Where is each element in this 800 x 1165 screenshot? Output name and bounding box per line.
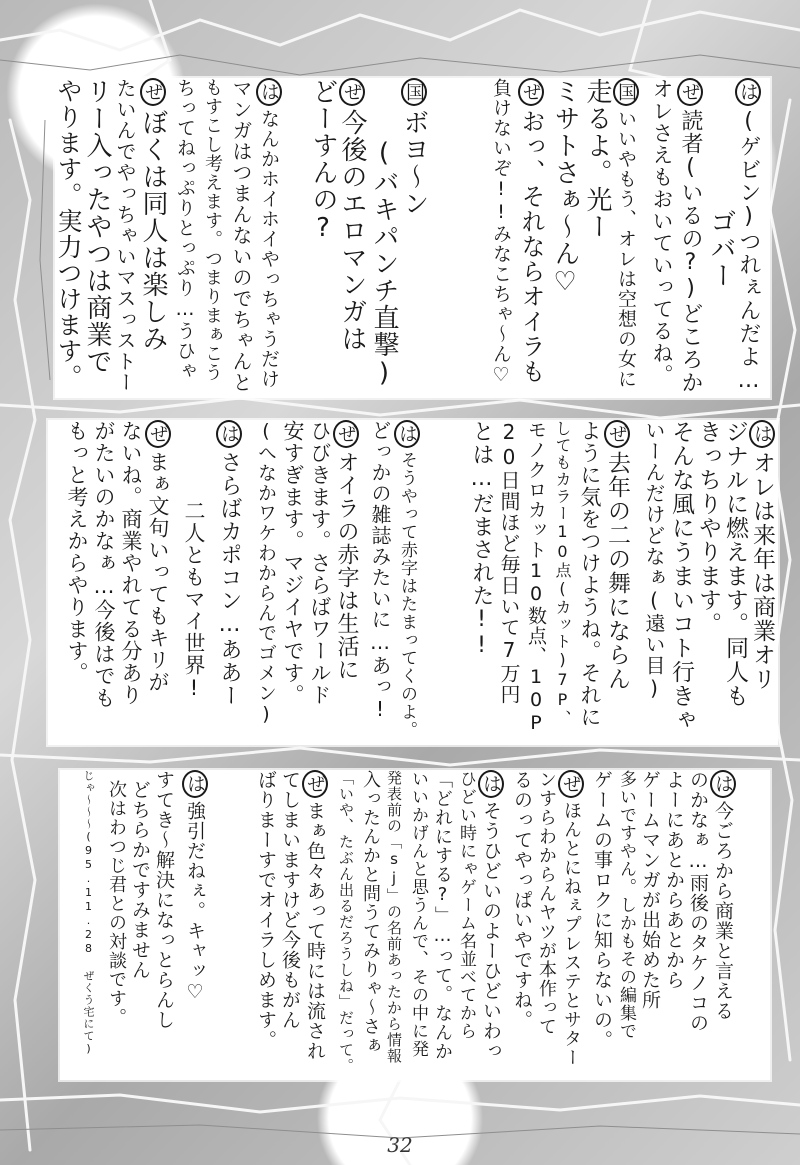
dialogue-text: のかなぁ…雨後のタケノコの: [687, 770, 709, 1033]
dialogue-line: [199, 78, 226, 382]
dialogue-text: (ゲビン)つれぇんだよ…: [736, 109, 761, 394]
speaker-mark: は: [478, 770, 504, 798]
dialogue-line: [603, 420, 630, 691]
speaker-mark: は: [735, 78, 761, 106]
dialogue-line: [612, 78, 639, 389]
dialogue-line: [400, 78, 427, 217]
dialogue-line: [306, 420, 333, 706]
dialogue-line: [468, 420, 495, 659]
dialogue-text: もすこし考えます。つまりまぁこう: [202, 78, 223, 382]
dialogue-text: ほんとにねぇプレステとサター: [561, 801, 582, 1067]
dialogue-line: [152, 770, 176, 1030]
dialogue-line: [583, 78, 610, 240]
speaker-mark: ぜ: [333, 420, 359, 448]
dialogue-line: [104, 780, 128, 1027]
dialogue-text: リー入ったやつは商業で: [82, 78, 112, 375]
dialogue-text: ように気をつけようね。それに: [578, 420, 602, 728]
dialogue-line: [522, 420, 549, 735]
dialogue-line: [90, 420, 117, 709]
dialogue-text: てしまいますけど今後もがん: [279, 770, 301, 1030]
dialogue-line: [252, 420, 279, 726]
dialogue-text: がたいのかなぁ…今後はでも: [92, 420, 116, 709]
dialogue-text: やります。実力つけます。: [54, 78, 83, 390]
speaker-mark: 国: [401, 78, 427, 106]
dialogue-line: [590, 770, 614, 1050]
speaker-mark: は: [182, 770, 208, 798]
dialogue-line: [478, 770, 504, 1061]
dialogue-text: まぁ文句いってもキリが: [146, 451, 170, 693]
dialogue-text: ボヨ〜ン: [399, 109, 429, 217]
dialogue-line: [180, 500, 207, 701]
dialogue-line: [686, 770, 710, 1033]
dialogue-line: [83, 78, 110, 375]
dialogue-text: いいかげんと思うんで、その中に発: [408, 770, 428, 1058]
dialogue-text: モノクロカット10数点、10P: [525, 420, 547, 735]
dialogue-text: そうひどいのよーひどいわっ: [480, 801, 502, 1061]
dialogue-line: [55, 78, 82, 390]
dialogue-line: [393, 420, 420, 739]
dialogue-text: 二人ともマイ世界!: [182, 500, 206, 701]
dialogue-line: [144, 420, 171, 693]
dialogue-text: ジナルに燃えます。同人も: [722, 420, 748, 708]
speaker-mark: ぜ: [558, 770, 584, 798]
dialogue-text: 20日間ほど毎日いて7万円: [497, 420, 521, 705]
dialogue-line: [517, 78, 544, 384]
dialogue-text: どーすんの?: [308, 78, 338, 244]
dialogue-text: ないね。商業やれてる分あり: [119, 420, 143, 706]
dialogue-text: 発表前の「sj」の名前あったから情報: [385, 770, 403, 1064]
dialogue-text: ばりまーすでオイラしめます。: [255, 770, 277, 1050]
dialogue-text: ぼくは同人は楽しみ: [138, 109, 168, 352]
dialogue-line: [254, 770, 278, 1050]
dialogue-line: [117, 420, 144, 706]
speaker-mark: 国: [613, 78, 639, 106]
dialogue-line: [495, 420, 522, 705]
dialogue-line: [171, 78, 198, 381]
dialogue-line: [366, 420, 393, 722]
dialogue-text: まぁ色々あって時には流され: [304, 801, 326, 1061]
dialogue-text: ゲームの事ロクに知らないの。: [591, 770, 613, 1050]
dialogue-text: さらばカポコン…ああー: [217, 451, 242, 707]
dialogue-text: 「どれにする?」…って。なんか: [432, 770, 453, 1061]
dialogue-text: 去年の二の舞にならん: [604, 451, 630, 691]
dialogue-line: [333, 420, 360, 681]
dialogue-line: [111, 78, 138, 393]
dialogue-line: [721, 420, 748, 708]
dialogue-line: [551, 78, 578, 298]
dialogue-line: [667, 420, 694, 732]
dialogue-text: ひどい時にゃゲーム名並べてから: [456, 770, 476, 1040]
dialogue-text: きっちりやります。: [695, 420, 721, 636]
dialogue-line: [454, 770, 478, 1040]
dialogue-text: よーにあとからあとから: [663, 770, 685, 990]
dialogue-text: いいやもう、オレは空想の女に: [615, 109, 637, 389]
dialogue-line: [677, 78, 704, 394]
dialogue-text: どちらかですみません: [129, 780, 151, 980]
dialogue-line: [534, 770, 558, 1036]
dialogue-text: ひびきます。さらばワールド: [308, 420, 332, 706]
dialogue-text: そうやって赤字はたまってくのよ。: [397, 451, 417, 739]
dialogue-line: [128, 780, 152, 980]
dialogue-text: 強引だねぇ。キャッ♡: [184, 801, 206, 1004]
speaker-mark: は: [710, 770, 736, 798]
dialogue-line: [227, 78, 254, 393]
dialogue-text: 負けないぞ!!みなこちゃ〜ん♡: [490, 78, 512, 387]
dialogue-line: [638, 770, 662, 1010]
dialogue-line: [710, 770, 736, 1021]
dialogue-text: 読者(いるの?)どころか: [678, 109, 703, 394]
dialogue-text: マンガはつまんないのでちゃんと: [229, 78, 253, 393]
dialogue-line: [430, 770, 454, 1061]
dialogue-line: [640, 420, 667, 701]
dialogue-line: [510, 770, 534, 1030]
dialogue-text: いーんだけどなぁ(遠い目): [642, 420, 666, 701]
dialogue-text: ちってねっぷりとっぷり…うひゃ: [174, 78, 196, 381]
dialogue-panel-bottom: [60, 770, 770, 1080]
dialogue-line: [278, 770, 302, 1030]
dialogue-line: [487, 78, 514, 387]
dialogue-line: [558, 770, 584, 1067]
speaker-mark: は: [216, 420, 242, 448]
dialogue-text: 次はわつじ君との対談です。: [106, 780, 127, 1027]
dialogue-text: 多いですやん。しかもその編集で: [616, 770, 636, 1040]
page-number: 32: [387, 1133, 413, 1157]
dialogue-text: そんな風にうまいコト行きゃ: [668, 420, 694, 732]
dialogue-text: おっ、それならオイラも: [517, 109, 545, 384]
speaker-mark: ぜ: [140, 78, 166, 106]
dialogue-text: 今ごろから商業と言える: [712, 801, 734, 1021]
dialogue-line: [694, 420, 721, 636]
dialogue-text: もっと考えからやります。: [65, 420, 89, 684]
dialogue-line: [334, 770, 358, 1074]
dialogue-text: してもカラー10点(カット)7P、: [553, 420, 572, 727]
dialogue-text: ンすらわからんヤツが本作って: [536, 770, 557, 1036]
speaker-mark: ぜ: [677, 78, 703, 106]
dialogue-line: [139, 78, 166, 352]
dialogue-text: なんかホイホイやっちゃうだけ: [258, 109, 280, 389]
dialogue-text: (バキパンチ直撃): [369, 138, 399, 389]
dialogue-line: [76, 770, 100, 1056]
dialogue-text: すてき〜解決になっとらんし: [153, 770, 175, 1030]
dialogue-line: [338, 78, 365, 352]
dialogue-line: [549, 420, 576, 727]
dialogue-text: ゴバー: [706, 208, 736, 289]
dialogue-line: [648, 78, 675, 386]
speaker-mark: ぜ: [145, 420, 171, 448]
dialogue-text: 安すぎます。マジイヤです。: [281, 420, 305, 706]
speaker-mark: ぜ: [604, 420, 630, 448]
dialogue-text: 今後のエロマンガは: [337, 109, 367, 352]
speaker-mark: は: [394, 420, 420, 448]
dialogue-line: [707, 208, 734, 289]
speaker-mark: は: [749, 420, 775, 448]
dialogue-text: 「いや、たぶん出るだろうしね」だって。: [337, 770, 355, 1074]
speaker-mark: ぜ: [339, 78, 365, 106]
dialogue-line: [370, 138, 397, 389]
dialogue-line: [309, 78, 336, 244]
dialogue-text: とは…だまされた!!: [469, 420, 494, 659]
dialogue-line: [63, 420, 90, 684]
dialogue-line: [279, 420, 306, 706]
dialogue-line: [735, 78, 762, 394]
dialogue-text: ミサトさぁ〜ん♡: [550, 78, 580, 298]
dialogue-text: たいんでやっちゃいマスっストー: [113, 78, 137, 393]
dialogue-line: [406, 770, 430, 1058]
dialogue-line: [255, 78, 282, 389]
dialogue-text: 走るよ。光ー: [582, 78, 612, 240]
dialogue-text: オイラの赤字は生活に: [334, 451, 359, 681]
speaker-mark: ぜ: [302, 770, 328, 798]
dialogue-text: るのってやっぱいやですね。: [511, 770, 533, 1030]
dialogue-text: ゲームマンガが出始めた所: [639, 770, 661, 1010]
dialogue-panel-top: [55, 78, 770, 398]
dialogue-line: [382, 770, 406, 1064]
dialogue-text: 入ったんかと問うてみりゃ〜さぁ: [360, 770, 381, 1055]
dialogue-text: じゃ〜〜〜(95.11.28 ぜくう宅にて): [82, 770, 95, 1056]
dialogue-line: [614, 770, 638, 1040]
dialogue-text: オレは来年は商業オリ: [749, 451, 775, 691]
dialogue-text: どっかの雑誌みたいに…あっ!: [368, 420, 392, 722]
dialogue-line: [302, 770, 328, 1061]
dialogue-text: (へなかワケわからんでゴメン): [255, 420, 277, 726]
dialogue-line: [182, 770, 208, 1004]
dialogue-line: [662, 770, 686, 990]
dialogue-line: [748, 420, 775, 691]
dialogue-line: [216, 420, 243, 707]
dialogue-text: オレさえもおいていってるね。: [650, 78, 674, 386]
speaker-mark: ぜ: [518, 78, 544, 106]
dialogue-line: [358, 770, 382, 1055]
dialogue-panel-middle: [48, 420, 778, 745]
speaker-mark: は: [256, 78, 282, 106]
dialogue-line: [576, 420, 603, 728]
